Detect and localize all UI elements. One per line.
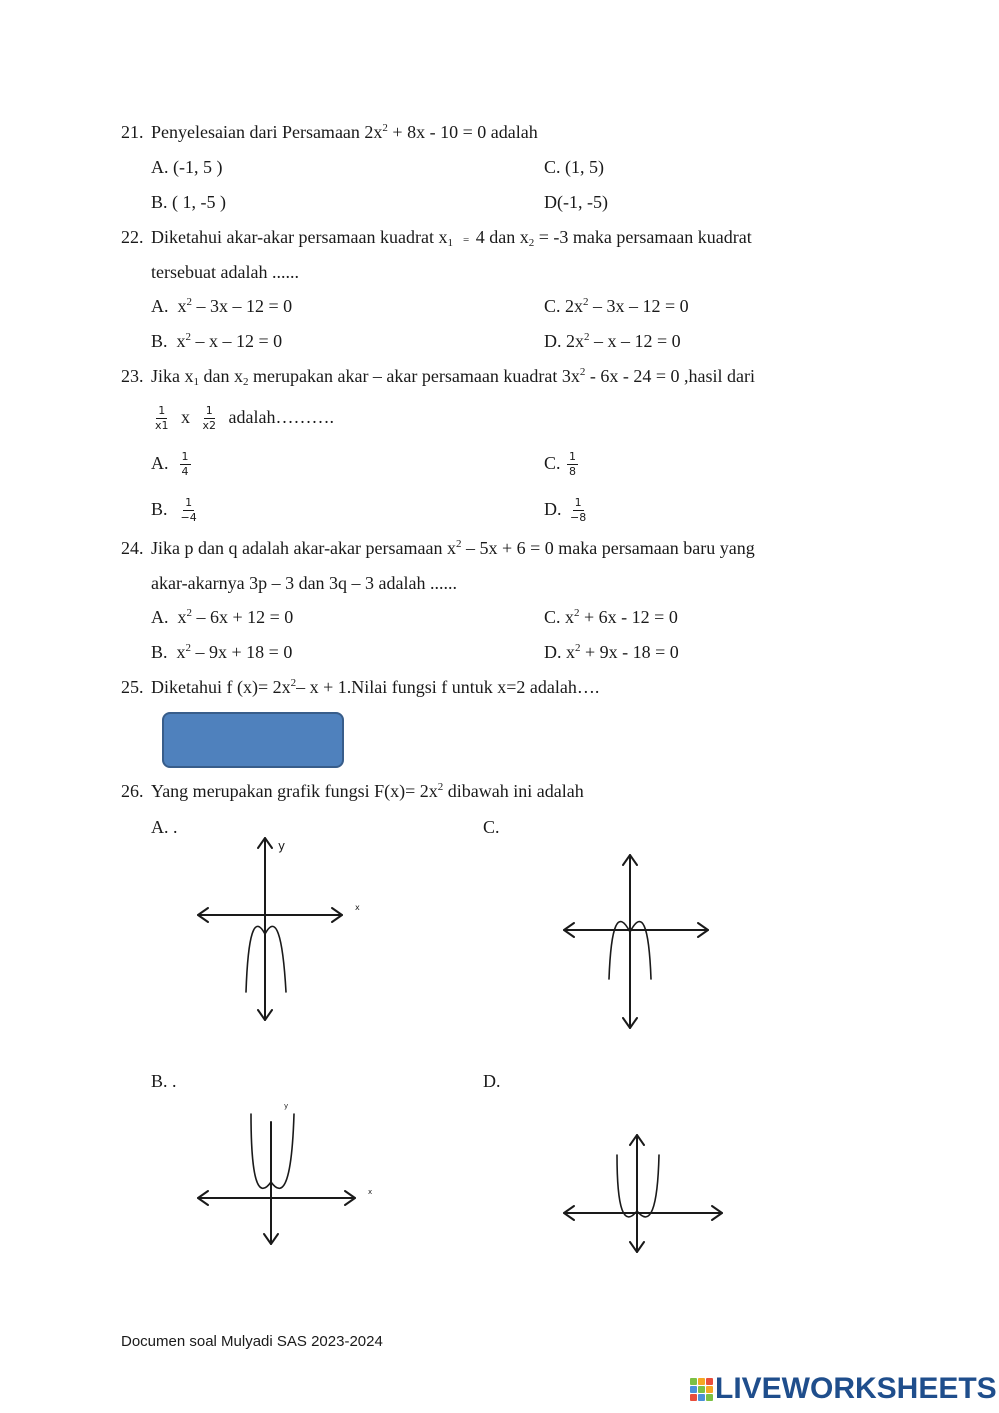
liveworksheets-wordmark: LIVEWORKSHEETS xyxy=(715,1372,997,1405)
graph-b-x-label: x xyxy=(368,1188,373,1196)
question-24-line-2: akar-akarnya 3p – 3 dan 3q – 3 adalah ...... xyxy=(151,573,458,593)
question-number-25: 25. xyxy=(121,677,144,697)
q26-option-a-label: A. . xyxy=(151,817,178,837)
question-24-line-1: Jika p dan q adalah akar-akar persamaan $x^2 - 5x + 6 = 0$ maka persamaan baru yang xyxy=(151,538,755,558)
q23-option-d: D. $\frac{1}{-8}$ xyxy=(544,496,587,525)
q23-option-a: A. $\frac{1}{4}$ xyxy=(151,450,189,479)
q22-option-d: D. $2x^2 - x - 12 = 0$ xyxy=(544,331,681,351)
q21-option-b: B. ( 1, -5 ) xyxy=(151,192,226,212)
q22-option-c: C. $2x^2 - 3x - 12 = 0$ xyxy=(544,296,689,316)
question-26-text: Yang merupakan grafik fungsi $F(x)= 2x^2$ dibawah ini adalah xyxy=(151,781,584,801)
q21-option-a: A. (-1, 5 ) xyxy=(151,157,223,177)
q24-option-d: D. $x^2 + 9x - 18 = 0$ xyxy=(544,642,679,662)
question-number-26: 26. xyxy=(121,781,144,801)
q23-option-b: B. $\frac{1}{-4}$ xyxy=(151,496,197,525)
fraction-1-over-x2: $\frac{1}{x2}$ xyxy=(202,404,217,433)
question-number-22: 22. xyxy=(121,227,144,247)
footer-text: Documen soal Mulyadi SAS 2023-2024 xyxy=(121,1333,383,1350)
question-number-24: 24. xyxy=(121,538,144,558)
question-22-line-2: tersebuat adalah ...... xyxy=(151,262,299,282)
q22-option-b: B. $x^2 - x - 12 = 0$ xyxy=(151,331,283,351)
q23-option-c: C. $\frac{1}{8}$ xyxy=(544,450,577,479)
q26-option-b-label: B. . xyxy=(151,1071,177,1091)
graph-a-x-label: x xyxy=(355,903,360,912)
question-23-line-2: $\frac{1}{x1}$ x $\frac{1}{x2}$ adalah………. xyxy=(155,404,334,433)
question-number-21: 21. xyxy=(121,122,144,142)
question-21-text: Penyelesaian dari Persamaan $2x^2 + 8x - 10 = 0$ adalah xyxy=(151,122,538,142)
graph-option-d xyxy=(555,1125,735,1260)
question-number-23: 23. xyxy=(121,366,144,386)
q26-option-d-label: D. xyxy=(483,1071,501,1091)
graph-a-y-label: y xyxy=(278,839,286,853)
question-25-text: Diketahui f $(x)= 2x^2-$ x + 1.Nilai fungsi f untuk x=2 adalah…. xyxy=(151,677,600,697)
q24-option-c: C. $x^2 + 6x - 12 = 0$ xyxy=(544,607,678,627)
graph-option-a xyxy=(190,830,380,1030)
graph-option-b xyxy=(190,1100,390,1250)
q22-option-a: A. $x^2 - 3x - 12 = 0$ xyxy=(151,296,293,316)
liveworksheets-logo xyxy=(690,1372,997,1406)
fraction-1-over-x1: $\frac{1}{x1}$ xyxy=(155,404,169,433)
question-22-line-1: Diketahui akar-akar persamaan kuadrat $x_1 = 4$ dan $x_2 = -3$ maka persamaan kuadrat xyxy=(151,227,752,249)
graph-b-y-label: y xyxy=(284,1102,289,1110)
graph-b-parabola xyxy=(251,1114,294,1188)
liveworksheets-logo-icon xyxy=(690,1378,713,1401)
graph-option-c xyxy=(555,845,725,1040)
q21-option-d: D(-1, -5) xyxy=(544,192,608,212)
answer-input-q25[interactable] xyxy=(162,712,344,768)
question-23-line-1: Jika $x_1$ dan $x_2$ merupakan akar – akar persamaan kuadrat $3x^2 - 6x - 24 = 0$ ,hasil dari xyxy=(151,366,755,388)
q24-option-b: B. $x^2 - 9x + 18 = 0$ xyxy=(151,642,293,662)
q24-option-a: A. $x^2 - 6x + 12 = 0$ xyxy=(151,607,294,627)
q21-option-c: C. (1, 5) xyxy=(544,157,604,177)
q26-option-c-label: C. xyxy=(483,817,500,837)
